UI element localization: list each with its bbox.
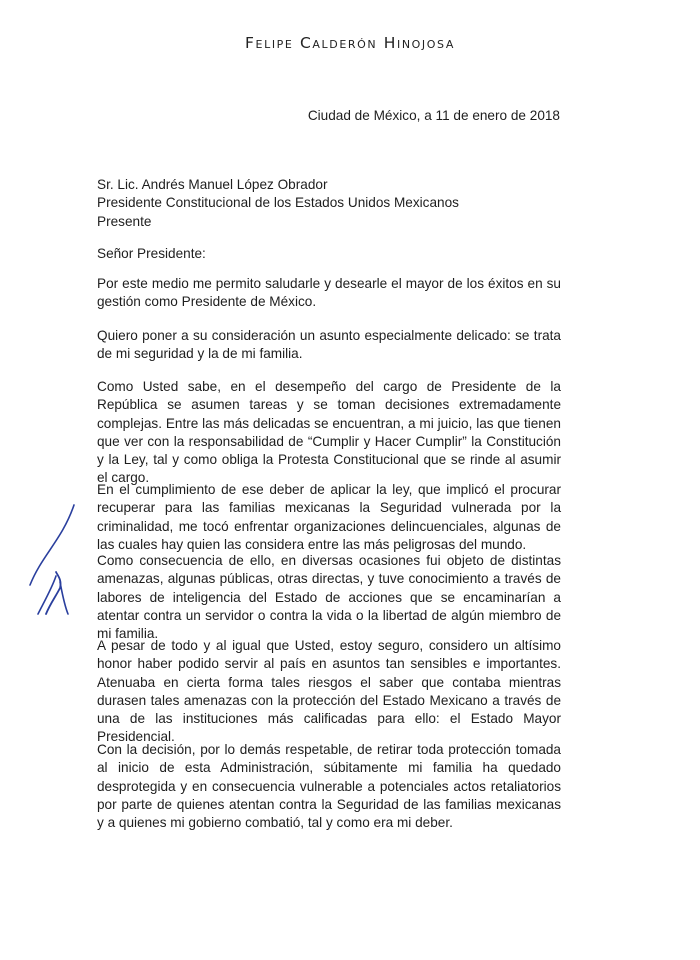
paragraph: A pesar de todo y al igual que Usted, estoy seguro, considero un altísimo honor haber podido servir al país en asuntos tan sensibles e importantes. Atenuaba en cierta forma tales riesgos el saber que contaba mientras durasen tales amenazas con la protección del Estado Mexicano a través de una de las instituciones más calificadas para ello: el Estado Mayor Presidencial. <box>97 638 561 745</box>
paragraph: Por este medio me permito saludarle y desearle el mayor de los éxitos en su gestión como Presidente de México. <box>97 276 561 310</box>
paragraph: Quiero poner a su consideración un asunto especialmente delicado: se trata de mi seguridad y la de mi familia. <box>97 328 561 362</box>
letter-date: Ciudad de México, a 11 de enero de 2018 <box>307 108 560 123</box>
addressee-title: Presidente Constitucional de los Estados Unidos Mexicanos <box>97 195 459 211</box>
paragraph: Como Usted sabe, en el desempeño del cargo de Presidente de la República se asumen tareas y se toman decisiones extremadamente complejas. Entre las más delicadas se encuentran, a mi juicio, las que tienen que ver con la responsabilidad de “Cumplir y Hacer Cumplir” la Constitución y la Ley, tal y como obliga la Protesta Constitucional que se rinde al asumir el cargo. <box>97 379 561 486</box>
addressee-block <box>97 176 459 231</box>
paragraph: Con la decisión, por lo demás respetable, de retirar toda protección tomada al inicio de esta Administración, súbitamente mi familia ha quedado desprotegida y en consecuencia vulnerable a potenciales actos retaliatorios por parte de quienes atentan contra la Seguridad de las familias mexicanas y a quienes mi gobierno combatió, tal y como era mi deber. <box>97 742 561 831</box>
salutation: Señor Presidente: <box>97 246 206 261</box>
addressee-name: Sr. Lic. Andrés Manuel López Obrador <box>97 177 328 192</box>
addressee-presente: Presente <box>97 213 152 229</box>
letterhead: Felipe Calderón Hinojosa <box>245 34 455 52</box>
paragraph: Como consecuencia de ello, en diversas ocasiones fui objeto de distintas amenazas, algunas públicas, otras directas, y tuve conocimiento a través de labores de inteligencia del Estado de acciones que se encaminarían a atentar contra un servidor o contra la vida o la libertad de algún miembro de mi familia. <box>97 553 561 642</box>
paragraph: En el cumplimiento de ese deber de aplicar la ley, que implicó el procurar recuperar para las familias mexicanas la Seguridad vulnerada por la criminalidad, me tocó enfrentar organizaciones delincuenciales, algunas de las cuales hay quien las considera entre las más peligrosas del mundo. <box>97 482 561 552</box>
initials-signature <box>12 500 82 615</box>
